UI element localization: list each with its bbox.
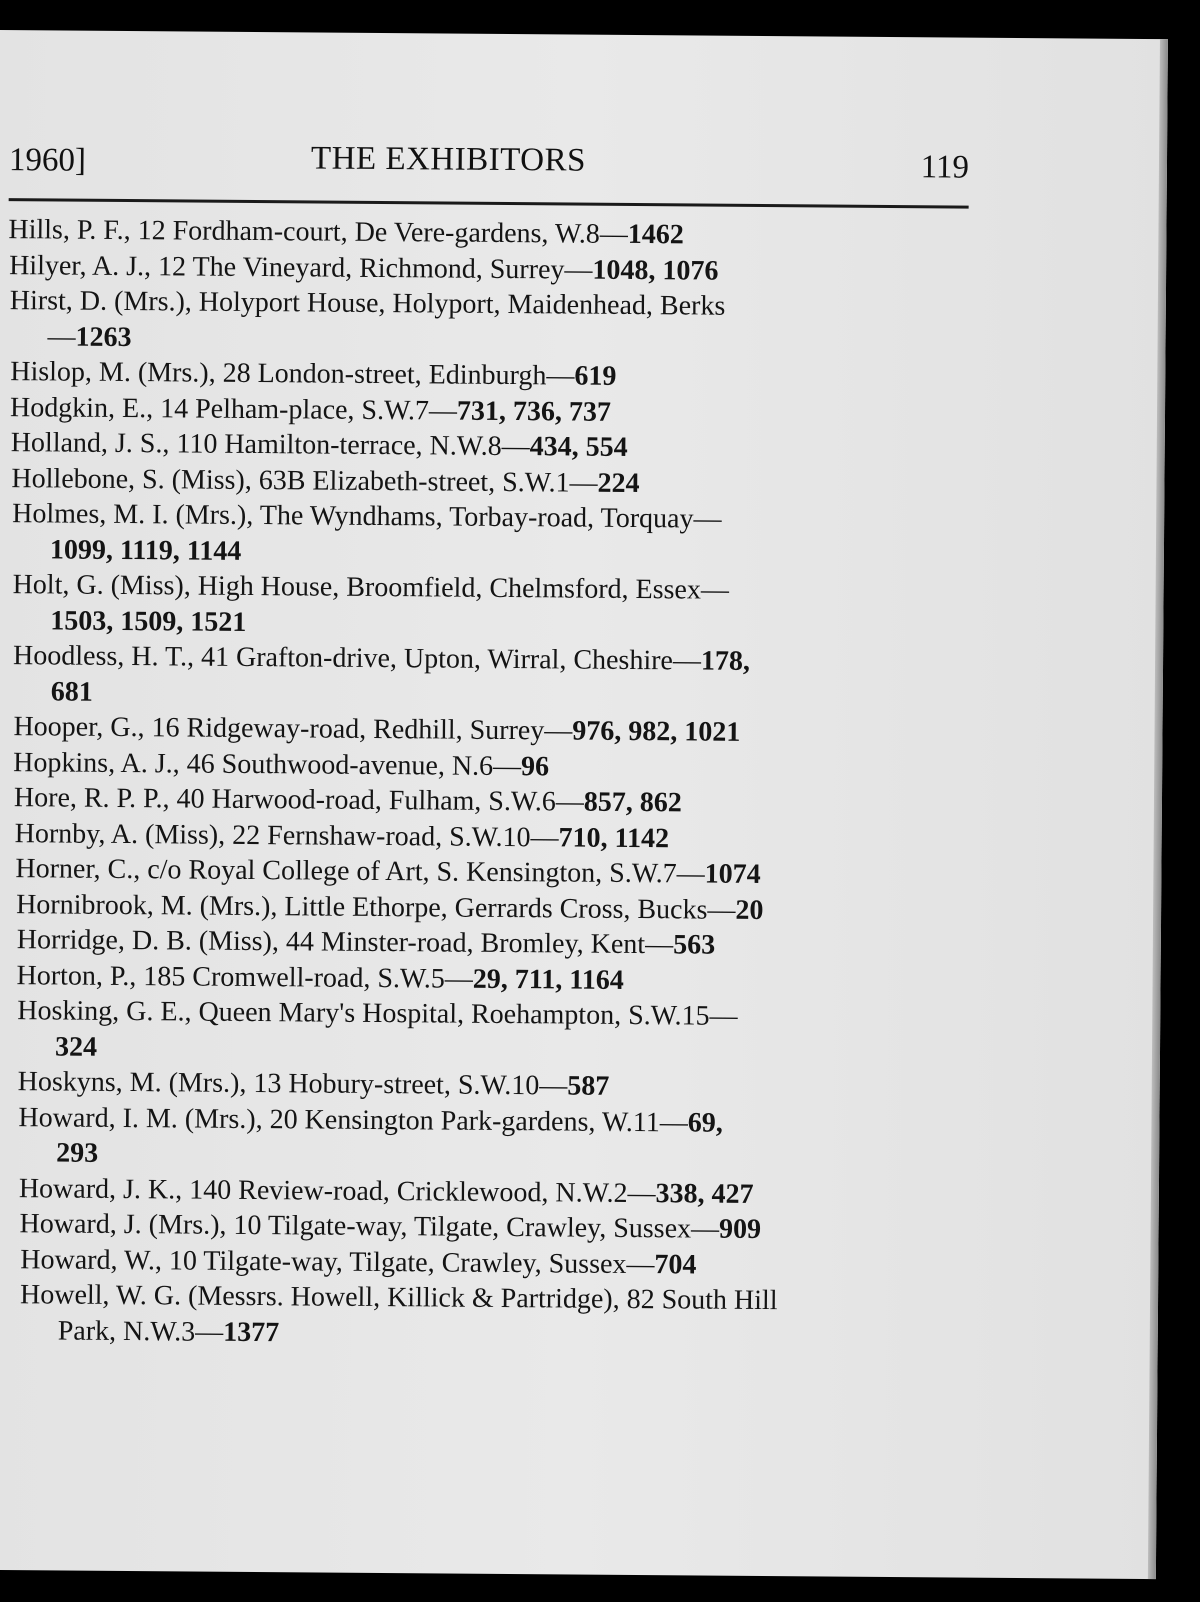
entry-text: Hoskyns, M. (Mrs.), 13 Hobury-street, S.W.10— (17, 1066, 568, 1102)
entry-text: Holmes, M. I. (Mrs.), The Wyndhams, Torbay-road, Torquay— (12, 498, 722, 535)
entry-numbers-continued: 681 (50, 675, 93, 708)
entry-text: Hosking, G. E., Queen Mary's Hospital, Roehampton, S.W.15— (17, 995, 738, 1032)
page-number: 119 (920, 149, 970, 186)
entry-text: Hodgkin, E., 14 Pelham-place, S.W.7— (9, 391, 458, 427)
list-item (6, 496, 967, 575)
entry-line (11, 463, 639, 499)
book-page (0, 30, 1168, 1579)
entry-text: Howard, J. (Mrs.), 10 Tilgate-way, Tilgate, Crawley, Sussex— (19, 1208, 720, 1245)
entry-text-continued: — (47, 320, 76, 353)
entry-text: Howard, I. M. (Mrs.), 20 Kensington Park-gardens, W.11— (18, 1101, 688, 1138)
entry-text: Hopkins, A. J., 46 Southwood-avenue, N.6— (13, 746, 522, 782)
entry-numbers: 96 (520, 750, 550, 782)
entry-text: Hornby, A. (Miss), 22 Fernshaw-road, S.W.10— (14, 817, 559, 853)
entry-text: Holt, G. (Miss), High House, Broomfield, Chelmsford, Essex— (12, 569, 730, 606)
entry-text: Howard, W., 10 Tilgate-way, Tilgate, Crawley, Sussex— (20, 1243, 655, 1280)
entry-numbers: 1074 (704, 858, 761, 890)
list-item (5, 638, 966, 717)
entry-numbers: 909 (718, 1213, 762, 1246)
entry-text: Holland, J. S., 110 Hamilton-terrace, N.W.8— (10, 427, 530, 463)
entry-text: Howell, W. G. (Messrs. Howell, Killick & Partridge), 82 South Hill (19, 1279, 778, 1317)
entry-text: Hoodless, H. T., 41 Grafton-drive, Upton, Wirral, Cheshire— (12, 640, 702, 677)
entry-numbers: 563 (673, 929, 716, 961)
list-item (7, 283, 968, 362)
entry-line (10, 356, 616, 392)
entry-numbers-continued: 1263 (75, 321, 132, 353)
entry-numbers: 857, 862 (583, 786, 682, 819)
entry-line (20, 1279, 778, 1316)
list-item (0, 1277, 960, 1356)
entry-line (9, 250, 719, 287)
entry-numbers: 704 (654, 1248, 697, 1281)
entry-line (14, 782, 682, 818)
entry-numbers-continued: 293 (56, 1137, 99, 1169)
entry-text: Hore, R. P. P., 40 Harwood-road, Fulham, S.W.6— (13, 782, 584, 818)
entry-line (17, 924, 716, 960)
exhibitor-list (0, 212, 969, 1356)
entry-numbers: 587 (567, 1070, 610, 1102)
entry-text: Horton, P., 185 Cromwell-road, S.W.5— (16, 959, 473, 995)
entry-line (13, 569, 730, 606)
entry-numbers-continued: 1503, 1509, 1521 (50, 604, 247, 638)
page-title: THE EXHIBITORS (310, 140, 587, 179)
entry-line (18, 1066, 610, 1102)
entry-line (13, 747, 549, 782)
entry-numbers: 29, 711, 1164 (472, 963, 624, 996)
entry-numbers: 224 (597, 467, 640, 499)
entry-numbers: 69, (687, 1106, 723, 1139)
entry-line (12, 498, 722, 535)
entry-line (15, 853, 760, 890)
entry-continuation (20, 1313, 960, 1356)
entry-numbers: 976, 982, 1021 (572, 715, 741, 748)
entry-text: Horner, C., c/o Royal College of Art, S. Kensington, S.W.7— (15, 853, 705, 890)
list-item (2, 993, 963, 1072)
entry-line (20, 1208, 762, 1245)
entry-numbers: 1048, 1076 (592, 254, 719, 287)
header-year: 1960] (8, 142, 87, 179)
entry-line (13, 640, 750, 677)
list-item (1, 1100, 962, 1179)
entry-text: Hills, P. F., 12 Fordham-court, De Vere-gardens, W.8— (8, 214, 628, 250)
entry-numbers: 178, (700, 645, 751, 677)
entry-numbers: 1462 (627, 218, 684, 251)
entry-numbers-continued: 324 (54, 1030, 98, 1063)
entry-text: Hooper, G., 16 Ridgeway-road, Redhill, Surrey— (13, 711, 573, 747)
entry-text-continued: Park, N.W.3— (57, 1314, 224, 1348)
entry-text: Horridge, D. B. (Miss), 44 Minster-road, Bromley, Kent— (16, 924, 674, 961)
entry-line (10, 285, 726, 322)
entry-line (19, 1173, 754, 1210)
entry-line (11, 427, 628, 463)
entry-line (13, 711, 740, 748)
entry-numbers: 731, 736, 737 (456, 395, 612, 428)
entry-line (15, 818, 670, 854)
page-edge (1148, 39, 1168, 1579)
entry-text: Hollebone, S. (Miss), 63B Elizabeth-street, S.W.1— (11, 462, 598, 499)
entry-line (8, 214, 684, 250)
entry-text: Hirst, D. (Mrs.), Holyport House, Holyport, Maidenhead, Berks (9, 285, 726, 322)
entry-line (10, 392, 611, 428)
entry-text: Hornibrook, M. (Mrs.), Little Ethorpe, Gerrards Cross, Bucks— (16, 888, 736, 926)
entry-numbers: 710, 1142 (558, 821, 670, 854)
entry-text: Hislop, M. (Mrs.), 28 London-street, Edinburgh— (10, 356, 575, 392)
entry-line (20, 1244, 696, 1280)
entry-numbers: 20 (735, 894, 764, 926)
entry-numbers: 434, 554 (529, 431, 628, 463)
entry-text: Hilyer, A. J., 12 The Vineyard, Richmond, Surrey— (9, 249, 593, 286)
entry-line (16, 960, 623, 996)
entry-numbers: 619 (574, 360, 617, 392)
list-item (5, 567, 966, 646)
entry-line (16, 889, 764, 926)
entry-text: Howard, J. K., 140 Review-road, Cricklewood, N.W.2— (18, 1172, 656, 1209)
entry-line (17, 995, 738, 1032)
entry-numbers-continued: 1099, 1119, 1144 (49, 533, 242, 567)
entry-numbers-continued: 1377 (223, 1316, 280, 1348)
entry-numbers: 338, 427 (655, 1177, 754, 1210)
entry-line (18, 1102, 723, 1139)
